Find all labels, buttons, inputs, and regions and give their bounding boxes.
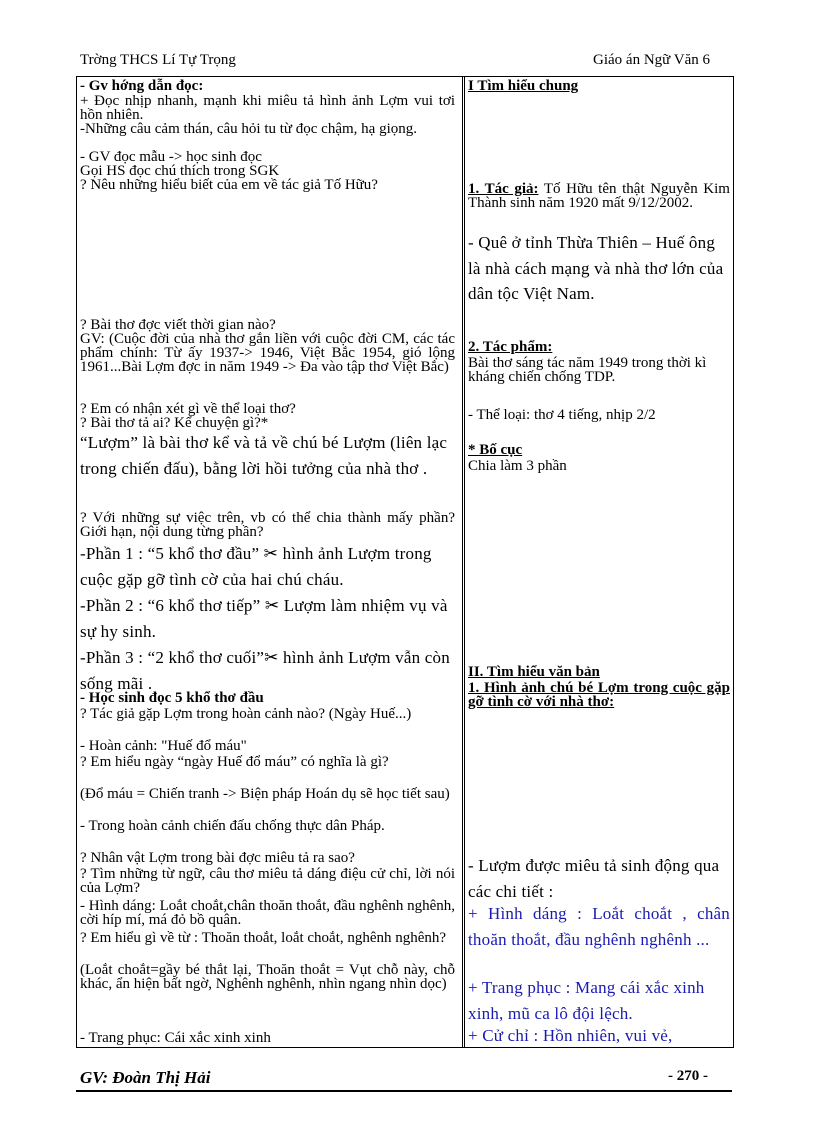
left-line-6: ? Bài thơ đợc viết thời gian nào? (80, 317, 276, 333)
left-line-12: -Phần 1 : “5 khổ thơ đầu” ✂ hình ảnh Lượm trong cuộc gặp gỡ tình cờ của hai chú cháu. (80, 544, 432, 589)
left-line-4: Gọi HS đọc chú thích trong SGK (80, 163, 280, 179)
left-line-8: ? Em có nhận xét gì về thể loại thơ? (80, 401, 296, 417)
right-line-6: - Thể loại: thơ 4 tiếng, nhịp 2/2 (468, 407, 656, 423)
right-line-12: + Hình dáng : Loắt choắt , chân thoăn thoắt, đầu nghênh nghênh ... (468, 904, 730, 949)
left-line-23: - Hình dáng: Loắt choắt,chân thoăn thoắt, đầu nghênh nghênh, cời híp mí, má đỏ bồ quân. (80, 898, 455, 928)
page-header (80, 52, 710, 72)
right-line-11: - Lượm được miêu tả sinh động qua các chi tiết : (468, 856, 720, 901)
left-column (80, 77, 457, 1047)
left-line-3: - GV đọc mẫu -> học sinh đọc (80, 149, 262, 165)
left-line-17: - Hoàn cảnh: "Huế đổ máu" (80, 738, 247, 754)
right-line-13: + Trang phục : Mang cái xắc xinh xinh, mũ ca lô đội lệch. (468, 978, 705, 1023)
school-name: Trờng THCS Lí Tự Trọng (80, 52, 236, 68)
left-line-10: “Lượm” là bài thơ kể và tả về chú bé Lượm (liên lạc trong chiến đấu), bằng lời hồi tưởng của nhà thơ . (80, 433, 448, 478)
left-line-9: ? Bài thơ tả ai? Kể chuyện gì?* (80, 415, 269, 431)
left-line-21: ? Nhân vật Lợm trong bài đợc miêu tả ra sao? (80, 850, 355, 866)
left-line-25: (Loắt choắt=gầy bé thắt lại, Thoăn thoắt = Vụt chỗ này, chỗ khác, ẩn hiện bất ngờ, Nghênh nghênh, nhìn ngang nhìn dọc) (80, 962, 455, 992)
right-line-8: Chia làm 3 phần (468, 458, 567, 474)
author-heading: 1. Tác giả: (468, 181, 539, 197)
subsection-1-heading: 1. Hình ảnh chú bé Lợm trong cuộc gặp gỡ tình cờ với nhà thơ: (468, 680, 730, 710)
lesson-table (76, 76, 734, 1048)
left-line-1: + Đọc nhịp nhanh, mạnh khi miêu tả hình ảnh Lợm vui tơi hồn nhiên. (80, 93, 455, 123)
page-footer (80, 1068, 708, 1090)
section-2-heading: II. Tìm hiểu văn bản (468, 664, 600, 680)
left-line-7: GV: (Cuộc đời của nhà thơ gắn liền với cuộc đời CM, các tác phẩm chính: Từ ấy 1937-> 1946, Việt Bắc 1954, gió lộng 1961...Bài Lợm đợc in năm 1949 -> Đa vào tập thơ Việt Bắc) (80, 331, 455, 375)
teacher-name: GV: Đoàn Thị Hải (80, 1068, 211, 1087)
right-line-14: + Cử chỉ : Hồn nhiên, vui vẻ, (468, 1026, 673, 1045)
left-line-15: - Học sinh đọc 5 khổ thơ đầu (80, 690, 264, 706)
left-line-14: -Phần 3 : “2 khổ thơ cuối”✂ hình ảnh Lượm vẫn còn sống mãi . (80, 648, 450, 693)
author-text: Tố Hữu tên thật Nguyễn Kim Thành sinh năm 1920 mất 9/12/2002. (468, 181, 730, 211)
left-line-19: (Đổ máu = Chiến tranh -> Biện pháp Hoán dụ sẽ học tiết sau) (80, 786, 450, 802)
left-line-2: -Những câu cảm thán, câu hỏi tu từ đọc chậm, hạ giọng. (80, 121, 417, 137)
left-line-18: ? Em hiểu ngày “ngày Huế đổ máu” có nghĩa là gì? (80, 754, 389, 770)
right-line-5: Bài thơ sáng tác năm 1949 trong thời kì kháng chiến chống TDP. (468, 355, 707, 385)
column-divider (462, 77, 465, 1047)
left-line-20: - Trong hoàn cảnh chiến đấu chống thực dân Pháp. (80, 818, 385, 834)
left-line-13: -Phần 2 : “6 khổ thơ tiếp” ✂ Lượm làm nhiệm vụ và sự hy sinh. (80, 596, 448, 641)
work-heading: 2. Tác phẩm: (468, 339, 553, 355)
left-line-16: ? Tác giả gặp Lợm trong hoàn cảnh nào? (Ngày Huế...) (80, 706, 412, 722)
layout-heading: * Bố cục (468, 442, 523, 458)
left-line-26: - Trang phục: Cái xắc xinh xinh (80, 1030, 271, 1046)
right-column (468, 77, 730, 1047)
footer-rule (76, 1090, 732, 1092)
subject-name: Giáo án Ngữ Văn 6 (593, 52, 710, 68)
left-line-5: ? Nêu những hiểu biết của em về tác giả Tố Hữu? (80, 177, 378, 193)
left-line-22: ? Tìm những từ ngữ, câu thơ miêu tả dáng điệu cử chỉ, lời nói của Lợm? (80, 866, 455, 896)
author-block (468, 182, 730, 210)
page-number: - 270 - (668, 1068, 708, 1084)
left-line-11: ? Với những sự việc trên, vb có thể chia thành mấy phần? Giới hạn, nội dung từng phần? (80, 510, 455, 540)
left-line-24: ? Em hiểu gì về từ : Thoăn thoắt, loắt choắt, nghênh nghênh? (80, 930, 447, 946)
section-1-heading: I Tìm hiểu chung (468, 78, 579, 94)
right-line-3: - Quê ở tỉnh Thừa Thiên – Huế ông là nhà cách mạng và nhà thơ lớn của dân tộc Việt Nam. (468, 233, 724, 303)
left-line-0: - Gv hớng dẫn đọc: (80, 78, 204, 94)
